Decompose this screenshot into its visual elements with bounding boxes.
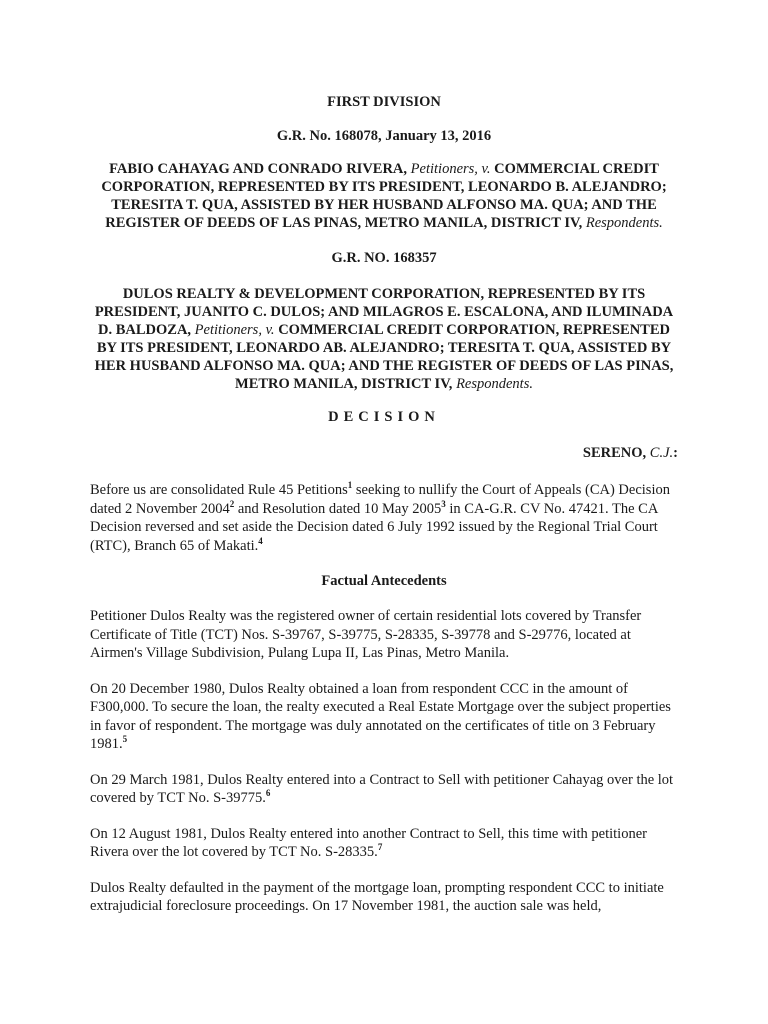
caption2-respondents: COMMERCIAL CREDIT CORPORATION, REPRESENTED BY ITS PRESIDENT, LEONARDO AB. ALEJANDRO; TERESITA T. QUA, ASSISTED BY HER HUSBAND ALFONSO MA. QUA; AND THE REGISTER OF DEEDS OF LAS PINAS, METRO MANILA, DISTRICT IV, <box>94 322 674 392</box>
ponente-suffix: : <box>673 445 678 461</box>
decision-title: DECISION <box>328 409 440 425</box>
footnote-ref-6[interactable]: 6 <box>265 788 271 799</box>
paragraph-4 <box>90 825 678 862</box>
footnote-ref-3[interactable]: 3 <box>441 498 446 509</box>
footnote-ref-5[interactable]: 5 <box>122 734 128 745</box>
footnote-ref-4[interactable]: 4 <box>258 535 263 546</box>
intro-text-2: seeking to nullify the Court of Appeals (CA) Decision dated 2 November 2004 <box>90 482 670 517</box>
paragraph-2 <box>90 680 678 754</box>
caption1-petitioners: FABIO CAHAYAG AND CONRADO RIVERA, <box>109 161 408 177</box>
caption1-respondents-label: Respondents. <box>585 215 663 231</box>
case-caption-2: DULOS REALTY & DEVELOPMENT CORPORATION, REPRESENTED BY ITS PRESIDENT, JUANITO C. DULOS; AND MILAGROS E. ESCALONA, AND ILUMINADA D. BALDOZA, Petitioners, v. COMMERCIAL CREDIT CORPORATION, REPRESENTED BY ITS PRESIDENT, LEONARDO AB. ALEJANDRO; TERESITA T. QUA, ASSISTED BY HER HUSBAND ALFONSO MA. QUA; AND THE REGISTER OF DEEDS OF LAS PINAS, METRO MANILA, DISTRICT IV, Respondents. <box>94 286 674 392</box>
caption1-respondents: COMMERCIAL CREDIT CORPORATION, REPRESENTED BY ITS PRESIDENT, LEONARDO B. ALEJANDRO; TERESITA T. QUA, ASSISTED BY HER HUSBAND ALFONSO MA. QUA; AND THE REGISTER OF DEEDS OF LAS PINAS, METRO MANILA, DISTRICT IV, <box>101 161 667 231</box>
caption2-versus: v. <box>265 322 275 338</box>
ponente-name: SERENO, <box>582 445 647 461</box>
caption1-petitioners-label: Petitioners <box>410 161 475 177</box>
gr-number-1: G.R. No. 168078, January 13, 2016 <box>276 128 492 144</box>
intro-paragraph <box>90 481 678 555</box>
caption2-respondents-label: Respondents. <box>456 376 533 392</box>
case-caption-1: FABIO CAHAYAG AND CONRADO RIVERA, Petitioners, v. COMMERCIAL CREDIT CORPORATION, REPRESENTED BY ITS PRESIDENT, LEONARDO B. ALEJANDRO; TERESITA T. QUA, ASSISTED BY HER HUSBAND ALFONSO MA. QUA; AND THE REGISTER OF DEEDS OF LAS PINAS, METRO MANILA, DISTRICT IV, Respondents. <box>101 161 667 231</box>
caption1-versus: v. <box>481 161 491 177</box>
intro-text-3: and Resolution dated 10 May 2005 <box>234 500 442 517</box>
intro-text-4: in CA-G.R. CV No. 47421. The CA Decision reversed and set aside the Decision dated 6 July 1992 issued by the Regional Trial Court (RTC), Branch 65 of Makati. <box>90 500 658 554</box>
paragraph-4-text: On 12 August 1981, Dulos Realty entered into another Contract to Sell, this time with petitioner Rivera over the lot covered by TCT No. S-28335. <box>90 825 647 860</box>
footnote-ref-2[interactable]: 2 <box>229 498 235 509</box>
division-heading: FIRST DIVISION <box>327 94 441 110</box>
ponente <box>90 442 678 464</box>
gr-number-2: G.R. NO. 168357 <box>331 250 437 266</box>
paragraph-1: Petitioner Dulos Realty was the registered owner of certain residential lots covered by Transfer Certificate of Title (TCT) Nos. S-39767, S-39775, S-28335, S-39778 and S-29776, located at Airmen's Village Subdivision, Pulang Lupa II, Las Pinas, Metro Manila. <box>90 608 642 661</box>
paragraph-3-text: On 29 March 1981, Dulos Realty entered into a Contract to Sell with petitioner Cahayag over the lot covered by TCT No. S-39775. <box>90 771 674 806</box>
section-heading: Factual Antecedents <box>321 573 447 589</box>
ponente-title: C.J. <box>649 445 674 461</box>
intro-text-1: Before us are consolidated Rule 45 Petitions <box>90 482 348 498</box>
paragraph-3 <box>90 771 678 808</box>
caption2-petitioners-label: Petitioners <box>194 322 259 338</box>
paragraph-2-text: On 20 December 1980, Dulos Realty obtained a loan from respondent CCC in the amount of F300,000. To secure the loan, the realty executed a Real Estate Mortgage over the subject properties in favor of respondent. The mortgage was duly annotated on the certificates of title on 3 February 1981. <box>90 680 671 752</box>
document-page <box>90 91 678 916</box>
caption2-petitioners: DULOS REALTY & DEVELOPMENT CORPORATION, REPRESENTED BY ITS PRESIDENT, JUANITO C. DULOS; AND MILAGROS E. ESCALONA, AND ILUMINADA D. BALDOZA, <box>94 286 674 338</box>
paragraph-5: Dulos Realty defaulted in the payment of the mortgage loan, prompting respondent CCC to initiate extrajudicial foreclosure proceedings. On 17 November 1981, the auction sale was held, <box>90 879 664 914</box>
footnote-ref-1[interactable]: 1 <box>347 480 353 491</box>
footnote-ref-7[interactable]: 7 <box>377 842 383 853</box>
